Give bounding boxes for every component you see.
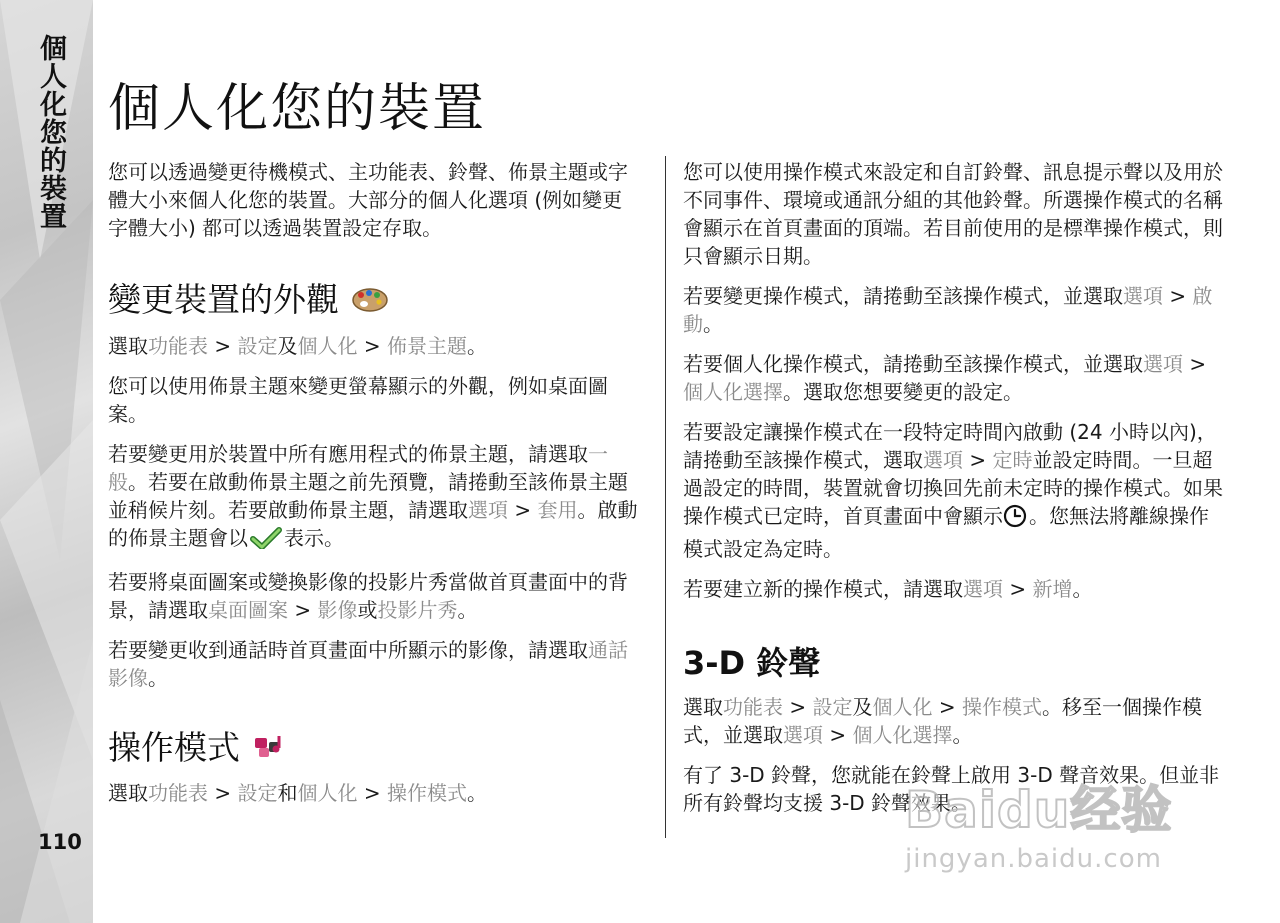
timed-link[interactable]: 定時 (992, 448, 1033, 472)
options-link[interactable]: 選項 (783, 723, 823, 747)
appearance-heading (108, 280, 642, 322)
path-separator: > (823, 723, 853, 747)
path-separator: > (288, 597, 318, 622)
appearance-paragraph-2 (108, 440, 642, 556)
personalise-link[interactable]: 個人化選擇 (683, 380, 783, 404)
personalization-link[interactable]: 個人化 (297, 781, 358, 805)
checkmark-icon (250, 527, 282, 556)
path-separator: > (1183, 352, 1207, 376)
path-separator: > (963, 448, 993, 472)
activate-link[interactable]: 啟動 (683, 284, 1213, 336)
path-separator: > (783, 695, 813, 719)
profiles-menu-path (108, 779, 642, 807)
settings-link[interactable]: 設定 (237, 333, 278, 358)
palette-icon (350, 282, 390, 322)
personalization-link[interactable]: 個人化 (872, 695, 933, 719)
apply-link[interactable]: 套用 (537, 497, 578, 522)
menu-link[interactable]: 功能表 (723, 695, 783, 719)
create-new-link[interactable]: 新增 (1032, 577, 1073, 601)
intro-paragraph: 您可以透過變更待機模式、主功能表、鈴聲、佈景主題或字體大小來個人化您的裝置。大部分的個人化選項 (例如變更字體大小) 都可以透過裝置設定存取。 (108, 160, 628, 240)
options-link[interactable]: 選項 (963, 577, 1003, 601)
body-text: 若要變更用於裝置中所有應用程式的佈景主題，請選取 (108, 441, 588, 466)
profiles-icon (251, 729, 287, 769)
themes-link[interactable]: 佈景主題 (386, 333, 467, 358)
path-separator: > (357, 333, 387, 358)
body-text: 表示。 (284, 525, 344, 550)
watermark-brand: Baidu经验 (905, 781, 1173, 839)
menu-link[interactable]: 功能表 (148, 781, 208, 805)
path-text: 選取 (108, 333, 148, 358)
settings-link[interactable]: 設定 (237, 781, 278, 805)
path-separator: > (932, 695, 962, 719)
profiles-heading (108, 728, 642, 770)
body-text: 若要建立新的操作模式，請選取 (683, 577, 963, 601)
appearance-paragraph-4 (108, 636, 642, 692)
body-text: 。若要在啟動佈景主題之前先預覽，請捲動至該佈景主題並稍候片刻。若要啟動佈景主題，請選取 (108, 469, 628, 522)
body-text: 或 (357, 597, 378, 622)
chapter-title: 個人化您的裝置 (35, 34, 66, 230)
wallpaper-link[interactable]: 桌面圖案 (208, 597, 288, 622)
appearance-heading-text: 變更裝置的外觀 (108, 280, 339, 319)
personalise-link[interactable]: 個人化選擇 (852, 723, 953, 747)
baidu-watermark (905, 770, 1172, 874)
body-text: 。選取您想要變更的設定。 (783, 380, 1023, 404)
path-separator: > (208, 333, 238, 358)
body-text: 。 (703, 312, 723, 336)
path-separator: > (357, 781, 387, 805)
body-text: 。 (457, 597, 478, 622)
clock-icon (1003, 504, 1027, 535)
options-link[interactable]: 選項 (923, 448, 963, 472)
slideshow-link[interactable]: 投影片秀 (377, 597, 458, 622)
body-text: 若要將桌面圖案或變換影像的投影片秀當做首頁畫面中的背景，請選取 (108, 569, 628, 622)
ringtones-3d-paragraph: 有了 3-D 鈴聲，您就能在鈴聲上啟用 3-D 聲音效果。但並非所有鈴聲均支援 3-D 鈴聲效果。 (683, 763, 1220, 815)
timed-profile-paragraph (683, 418, 1228, 563)
right-column (683, 158, 1228, 829)
personalization-link[interactable]: 個人化 (297, 333, 358, 358)
appearance-menu-path (108, 332, 642, 360)
path-text: 。 (952, 723, 973, 747)
options-link[interactable]: 選項 (1143, 352, 1183, 376)
settings-link[interactable]: 設定 (812, 695, 853, 719)
path-text: 及 (277, 333, 298, 358)
personalize-profile-paragraph (683, 350, 1228, 406)
path-text: 和 (277, 781, 298, 805)
body-text: 。啟動的佈景主題會以 (108, 497, 638, 550)
column-divider (665, 156, 666, 838)
path-separator: > (508, 497, 538, 522)
body-text: 。 (1072, 577, 1093, 601)
body-text: 若要個人化操作模式，請捲動至該操作模式，並選取 (683, 352, 1143, 376)
appearance-paragraph-3 (108, 568, 642, 624)
body-text: 若要變更收到通話時首頁畫面中所顯示的影像，請選取 (108, 637, 588, 662)
options-link[interactable]: 選項 (1123, 284, 1163, 308)
chapter-sidebar (0, 0, 93, 923)
general-link[interactable]: 一般 (108, 441, 608, 494)
profiles-intro-paragraph: 您可以使用操作模式來設定和自訂鈴聲、訊息提示聲以及用於不同事件、環境或通訊分組的其他鈴聲。所選操作模式的名稱會顯示在首頁畫面的頂端。若目前使用的是標準操作模式，則只會顯示日期。 (683, 160, 1223, 268)
ringtones-3d-heading: 3-D 鈴聲 (683, 644, 821, 682)
body-text: 並設定時間。一旦超過設定的時間，裝置就會切換回先前未定時的操作模式。如果操作模式已定時，首頁畫面中會顯示 (683, 448, 1223, 528)
body-text: 若要變更操作模式，請捲動至該操作模式，並選取 (683, 284, 1123, 308)
profiles-link[interactable]: 操作模式 (961, 695, 1042, 719)
path-text: 。移至一個操作模式，並選取 (683, 695, 1202, 747)
page-number: 110 (38, 830, 82, 854)
options-link[interactable]: 選項 (468, 497, 508, 522)
image-link[interactable]: 影像 (317, 597, 358, 622)
watermark-url: jingyan.baidu.com (905, 844, 1162, 874)
path-text: 選取 (108, 781, 148, 805)
path-separator: > (1163, 284, 1193, 308)
appearance-paragraph-1: 您可以使用佈景主題來變更螢幕顯示的外觀，例如桌面圖案。 (108, 373, 608, 426)
body-text: 。您無法將離線操作模式設定為定時。 (683, 504, 1209, 561)
path-separator: > (1003, 577, 1033, 601)
new-profile-paragraph (683, 575, 1228, 603)
path-separator: > (208, 781, 238, 805)
path-text: 。 (466, 781, 487, 805)
left-column (108, 158, 642, 819)
path-text: 選取 (683, 695, 723, 719)
path-text: 。 (466, 333, 487, 358)
profiles-link[interactable]: 操作模式 (386, 781, 467, 805)
ringtones-3d-menu-path (683, 693, 1228, 749)
body-text: 若要設定讓操作模式在一段特定時間內啟動 (24 小時以內)，請捲動至該操作模式，選取 (683, 420, 1217, 472)
menu-link[interactable]: 功能表 (148, 333, 208, 358)
path-text: 及 (852, 695, 873, 719)
page-title: 個人化您的裝置 (108, 79, 487, 139)
change-profile-paragraph (683, 282, 1228, 338)
body-text: 。 (148, 665, 168, 690)
call-image-link[interactable]: 通話影像 (108, 637, 628, 690)
profiles-heading-text: 操作模式 (108, 727, 240, 767)
